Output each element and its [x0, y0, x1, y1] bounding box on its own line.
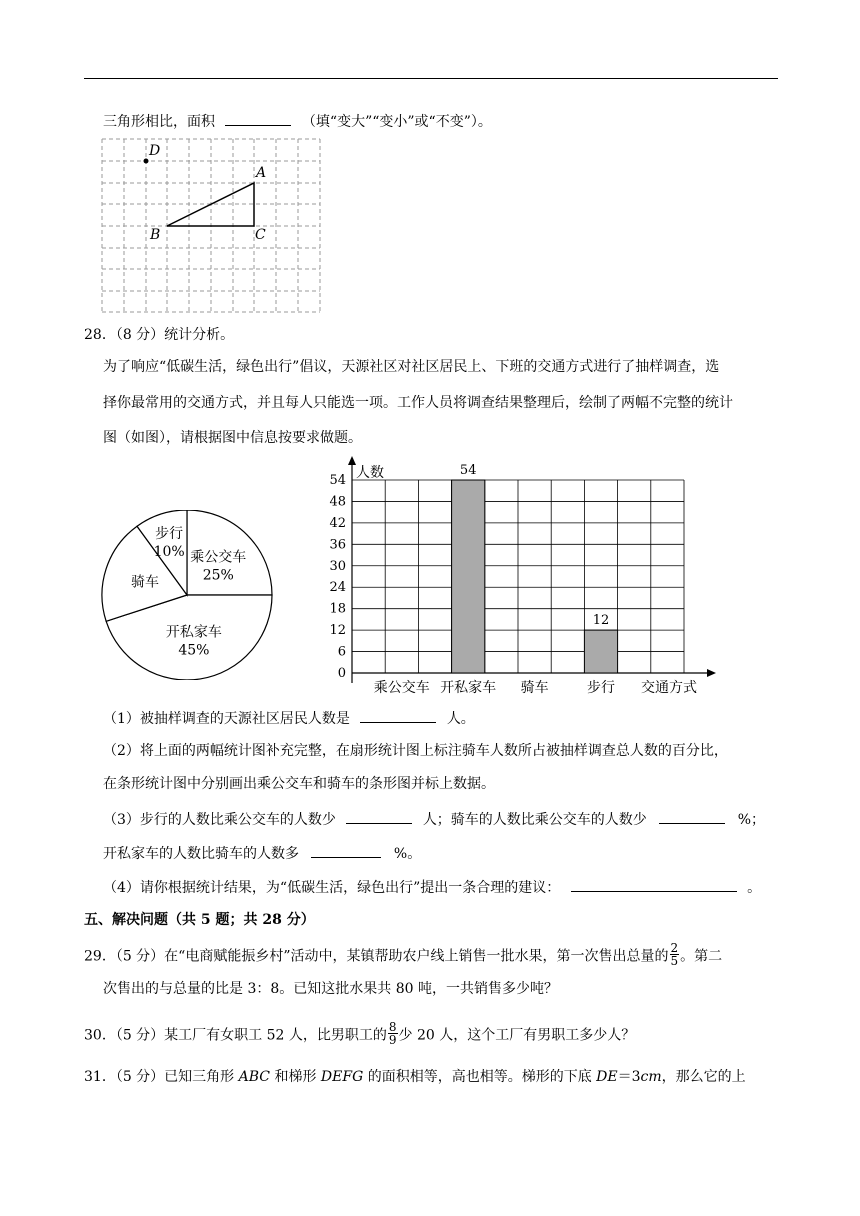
bar-value-3: 12	[592, 613, 610, 629]
q28-para-3: 图（如图），请根据图中信息按要求做题。	[103, 430, 362, 446]
q28-score: （8 分）统计分析。	[115, 327, 235, 343]
q31-number: 31．	[84, 1069, 116, 1085]
q31-defg: DEFG	[320, 1069, 364, 1085]
ytick-54: 54	[329, 473, 346, 488]
q30-text-pre: （5 分）某工厂有女职工 52 人，比男职工的	[115, 1027, 387, 1044]
sub3-blank-3[interactable]	[311, 843, 381, 858]
q29-line1	[84, 941, 723, 969]
ytick-18: 18	[329, 601, 346, 617]
pie-value-1: 45%	[178, 642, 210, 659]
q30-number: 30．	[84, 1027, 116, 1044]
x-axis-label: 交通方式	[641, 680, 697, 696]
label-c: C	[255, 227, 266, 243]
q28-para-2: 择你最常用的交通方式，并且每人只能选一项。工作人员将调查结果整理后，绘制了两幅不完整的统计	[103, 395, 733, 411]
pie-label-0: 乘公交车	[190, 549, 247, 566]
pie-label-1: 开私家车	[165, 624, 222, 641]
q29-number: 29．	[84, 948, 116, 965]
q27-suffix: （填“变大”“变小”或“不变”）。	[301, 114, 492, 130]
xtick-0: 乘公交车	[373, 680, 430, 696]
q31-cm: cm	[640, 1069, 662, 1085]
sub4-answer-blank[interactable]	[571, 877, 737, 892]
ytick-24: 24	[329, 580, 346, 596]
y-axis-label: 人数	[356, 465, 384, 481]
sub3-blank-1[interactable]	[346, 809, 412, 824]
q31-line: 31．（5 分）已知三角形 ABC 和梯形 DEFG 的面积相等，高也相等。梯形的下底 DE＝3cm，那么它的上	[84, 1069, 746, 1085]
label-d: D	[149, 143, 161, 159]
section5-title: 五、解决问题（共 5 题；共 28 分）	[84, 912, 315, 928]
sub3-part-c: %；	[737, 812, 766, 828]
ytick-0: 0	[337, 666, 346, 681]
sub1-suffix: 人。	[446, 711, 475, 727]
xtick-2: 骑车	[520, 680, 549, 696]
sub3-part-b: 人；骑车的人数比乘公交车的人数少	[422, 812, 647, 828]
q28-para-1: 为了响应“低碳生活，绿色出行”倡议，天源社区对社区居民上、下班的交通方式进行了抽样调查，选	[103, 359, 720, 375]
ytick-12: 12	[329, 623, 346, 639]
q31-abc: ABC	[238, 1069, 271, 1085]
sub1-prefix: （1）被抽样调查的天源社区居民人数是	[103, 711, 350, 727]
q29-text-1-end: 。第二	[680, 948, 723, 965]
q31-de: DE	[596, 1069, 618, 1085]
point-d	[144, 159, 149, 164]
q28-number: 28．	[84, 327, 116, 343]
y-axis-arrow	[348, 456, 356, 465]
q30-fraction: $\frac{8}{9}$	[388, 1020, 397, 1047]
sub3-part-d: 开私家车的人数比骑车的人数多	[103, 846, 299, 862]
q29-text-1: （5 分）在“电商赋能振乡村”活动中，某镇帮助农户线上销售一批水果，第一次售出总量的	[115, 948, 669, 965]
bar-chart	[318, 456, 718, 698]
label-a: A	[256, 165, 267, 181]
sub1-answer-blank[interactable]	[360, 708, 436, 723]
q27-answer-blank[interactable]	[225, 111, 291, 126]
bar-value-1: 54	[459, 463, 477, 478]
q27-tail-line	[103, 111, 492, 131]
q28-sub3-line2	[103, 843, 421, 863]
q28-sub2-line1: （2）将上面的两幅统计图补充完整，在扇形统计图上标注骑车人数所占被抽样调查总人数的百分比，	[103, 743, 728, 759]
q28-sub2-line2: 在条形统计图中分别画出乘公交车和骑车的条形图并标上数据。	[103, 776, 495, 792]
pie-value-0: 25%	[202, 567, 234, 584]
sub3-blank-2[interactable]	[659, 809, 725, 824]
ytick-48: 48	[329, 494, 346, 510]
xtick-1: 开私家车	[440, 680, 497, 696]
ytick-36: 36	[329, 537, 346, 553]
ytick-42: 42	[329, 515, 346, 531]
q28-sub4	[103, 877, 761, 897]
grid-figure	[100, 136, 322, 314]
label-b: B	[150, 227, 161, 243]
pie-label-3: 步行	[155, 526, 184, 543]
q28-header	[84, 326, 234, 344]
sub4-text: （4）请你根据统计结果，为“低碳生活，绿色出行”提出一条合理的建议：	[103, 880, 561, 896]
sub4-suffix: 。	[747, 880, 762, 896]
q28-sub3-line1	[103, 809, 765, 829]
q29-line2: 次售出的与总量的比是 3：8。已知这批水果共 80 吨，一共销售多少吨？	[103, 981, 558, 997]
q30-text-post: 少 20 人，这个工厂有男职工多少人？	[398, 1027, 636, 1044]
ytick-30: 30	[329, 558, 346, 574]
x-axis-arrow	[707, 669, 716, 677]
q28-sub1	[103, 708, 475, 728]
pie-chart	[100, 510, 280, 680]
pie-value-3: 10%	[153, 544, 185, 561]
sub3-part-a: （3）步行的人数比乘公交车的人数少	[103, 812, 336, 828]
bar-1	[452, 480, 485, 673]
bar-3	[584, 630, 617, 673]
xtick-3: 步行	[587, 680, 615, 696]
q30-line	[84, 1020, 636, 1048]
q29-fraction: $\frac{2}{5}$	[670, 941, 679, 968]
ytick-6: 6	[337, 644, 346, 660]
pie-label-2: 骑车	[130, 574, 159, 591]
q27-prefix: 三角形相比，面积	[103, 114, 215, 130]
sub3-part-e: %。	[393, 846, 422, 862]
top-rule	[84, 78, 778, 79]
